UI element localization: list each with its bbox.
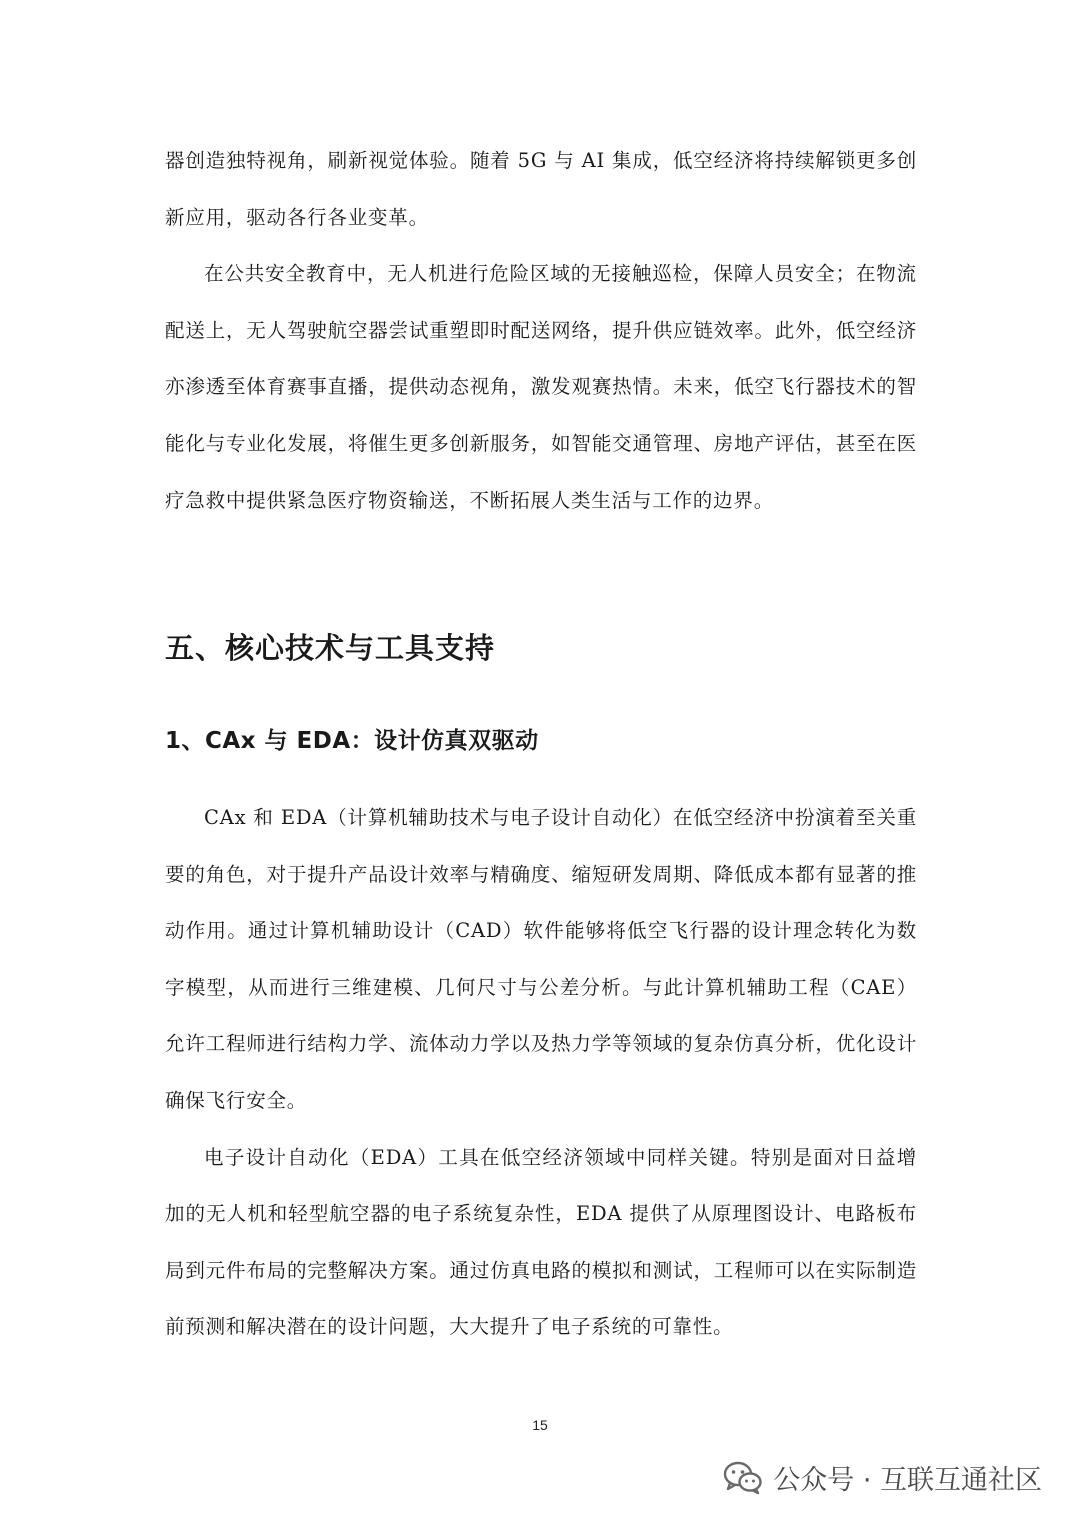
body-text-bottom	[165, 790, 917, 1356]
paragraph: 在公共安全教育中，无人机进行危险区域的无接触巡检，保障人员安全；在物流配送上，无人驾驶航空器尝试重塑即时配送网络，提升供应链效率。此外，低空经济亦渗透至体育赛事直播，提供动态视角，激发观赛热情。未来，低空飞行器技术的智能化与专业化发展，将催生更多创新服务，如智能交通管理、房地产评估，甚至在医疗急救中提供紧急医疗物资输送，不断拓展人类生活与工作的边界。	[165, 262, 917, 512]
wechat-icon	[723, 1461, 763, 1495]
paragraph: 器创造独特视角，刷新视觉体验。随着 5G 与 AI 集成，低空经济将持续解锁更多创新应用，驱动各行各业变革。	[165, 149, 917, 229]
body-text-top	[165, 133, 917, 529]
section-title: 五、核心技术与工具支持	[165, 631, 496, 665]
watermark	[723, 1458, 1042, 1497]
paragraph: 电子设计自动化（EDA）工具在低空经济领域中同样关键。特别是面对日益增加的无人机和轻型航空器的电子系统复杂性，EDA 提供了从原理图设计、电路板布局到元件布局的完整解决方案。通过仿真电路的模拟和测试，工程师可以在实际制造前预测和解决潜在的设计问题，大大提升了电子系统的可靠性。	[165, 1145, 917, 1339]
page-number: 15	[532, 1417, 548, 1433]
watermark-text: 公众号 · 互联互通社区	[773, 1465, 1042, 1496]
sub-section-title: 1、CAx 与 EDA：设计仿真双驱动	[165, 728, 539, 754]
paragraph: CAx 和 EDA（计算机辅助技术与电子设计自动化）在低空经济中扮演着至关重要的角色，对于提升产品设计效率与精确度、缩短研发周期、降低成本都有显著的推动作用。通过计算机辅助设计（CAD）软件能够将低空飞行器的设计理念转化为数字模型，从而进行三维建模、几何尺寸与公差分析。与此计算机辅助工程（CAE）允许工程师进行结构力学、流体动力学以及热力学等领域的复杂仿真分析，优化设计确保飞行安全。	[165, 806, 917, 1112]
